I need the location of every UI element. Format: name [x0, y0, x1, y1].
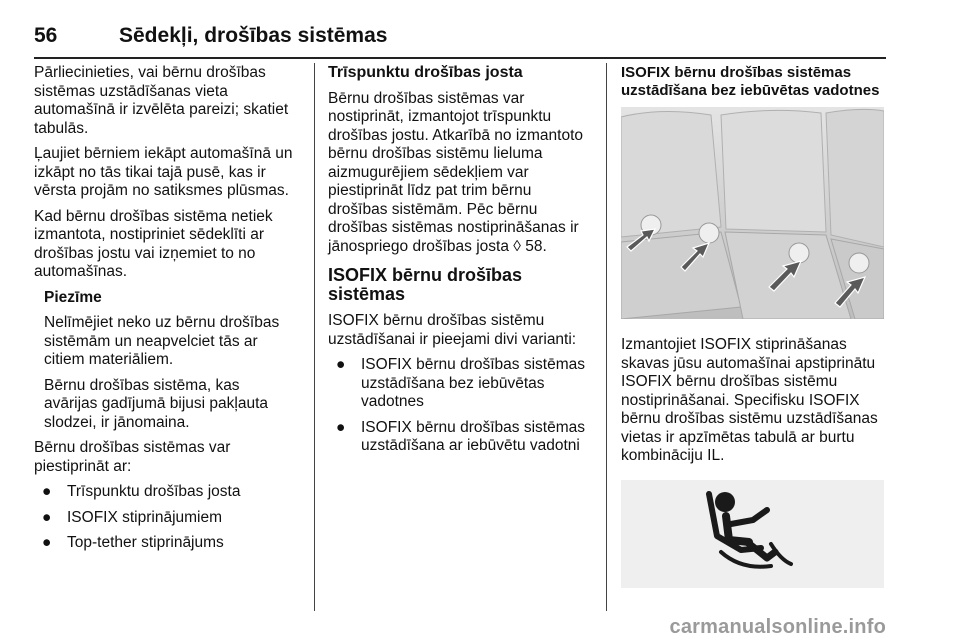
rear-seat-illustration	[621, 107, 884, 319]
column-1	[34, 64, 304, 560]
list-item: ● ISOFIX bērnu drošības sistēmas uzstādīšana bez iebūvētas vadotnes	[336, 356, 585, 410]
child-seat-symbol-icon	[621, 480, 884, 588]
bullet-icon: ●	[42, 483, 52, 500]
page-number: 56	[34, 24, 58, 47]
list-item: ● ISOFIX bērnu drošības sistēmas uzstādīšana ar iebūvētu vadotni	[336, 418, 585, 454]
note-title: Piezīme	[44, 288, 102, 306]
list-item: ● ISOFIX stiprinājumiem	[42, 508, 223, 526]
bullet-icon: ●	[42, 534, 52, 551]
page-header	[34, 22, 914, 54]
bullet-icon: ●	[336, 356, 346, 373]
watermark: carmanualsonline.info	[669, 616, 886, 638]
paragraph-three-point-belt: Bērnu drošības sistēmas var nostiprināt, izmantojot trīspunktu drošības jostu. Atkarībā no izmantoto bērnu drošības sistēmu lieluma aizmugurējiem sēdekļiem var piestiprināt līdz pat trim bērnu drošības sistēmām. Pēc bērnu drošības sistēmas nostiprināšanas ir jānospriego drošības josta ◊ 58.	[328, 89, 584, 255]
page-title: Sēdekļi, drošības sistēmas	[119, 24, 388, 47]
rear-seat-isofix-photo	[621, 107, 884, 319]
paragraph-traffic-side: Ļaujiet bērniem iekāpt automašīnā un izkāpt no tās tikai tajā pusē, kas ir vērsta projām no satiksmes plūsmas.	[34, 145, 293, 199]
paragraph-install-instructions: Izmantojiet ISOFIX stiprināšanas skavas jūsu automašīnai apstiprinātu ISOFIX bērnu drošības sistēmu nostiprināšanai. Specifisku ISOFIX bērnu drošības sistēmu uzstādīšanas vietas ir apzīmētas tabulā ar burtu kombināciju IL.	[621, 336, 878, 464]
column-divider-1	[314, 63, 315, 611]
paragraph-placement: Pārliecinieties, vai bērnu drošības sistēmas uzstādīšanas vieta automašīnā ir izvēlēta pareizi; skatiet tabulās.	[34, 64, 289, 137]
paragraph-isofix: ISOFIX bērnu drošības sistēmu uzstādīšanai ir pieejami divi varianti:	[328, 312, 577, 348]
paragraph-unused-seat: Kad bērnu drošības sistēma netiek izmantota, nostipriniet sēdeklīti ar drošības jostu vai izņemiet to no automašīnas.	[34, 207, 273, 280]
bullet-icon: ●	[42, 508, 52, 526]
attachment-list	[34, 483, 304, 553]
heading-install-without-guide: ISOFIX bērnu drošības sistēmas uzstādīšana bez iebūvētas vadotnes	[621, 64, 880, 99]
column-3	[621, 64, 891, 588]
bullet-icon: ●	[336, 418, 346, 436]
column-2	[328, 64, 592, 463]
note-paragraph-2: Bērnu drošības sistēma, kas avārijas gadījumā bijusi pakļauta slodzei, ir jānomaina.	[44, 376, 269, 431]
note-block	[34, 289, 304, 433]
column-divider-2	[606, 63, 607, 611]
paragraph-attachment: Bērnu drošības sistēmas var piestiprināt ar:	[34, 439, 231, 475]
list-item: ● Trīspunktu drošības josta	[42, 483, 241, 500]
header-rule	[34, 57, 886, 59]
list-item: ● Top-tether stiprinājums	[42, 534, 224, 551]
isofix-symbol-figure	[621, 480, 884, 588]
isofix-variants-list	[328, 356, 592, 456]
heading-three-point-belt: Trīspunktu drošības josta	[328, 64, 523, 81]
heading-isofix: ISOFIX bērnu drošības sistēmas	[328, 265, 523, 304]
note-paragraph-1: Nelīmējiet neko uz bērnu drošības sistēmām un neapvelciet tās ar citiem materiāliem.	[44, 314, 280, 368]
